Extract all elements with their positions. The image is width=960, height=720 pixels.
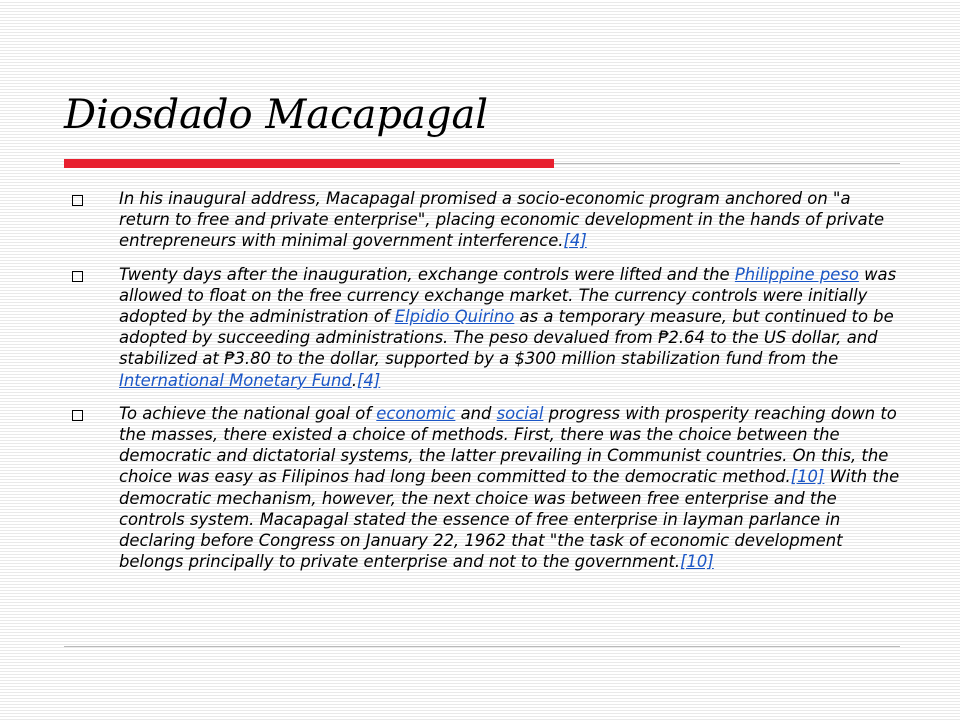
text-segment: as a temporary measure, but continued to be adopted by succeeding administrations. The peso devalued from ₱2.64 to the US dollar, and stabilized at ₱3.80 to the dollar, supported by a $300 million stabilization fund from the [119, 307, 894, 369]
text-segment: was allowed to float on the free currency exchange market. The currency controls were initially adopted by the administration of [119, 264, 897, 327]
citation-link-10[interactable]: [10] [680, 552, 714, 572]
link-elpidio-quirino[interactable]: Elpidio Quirino [394, 307, 515, 327]
citation-link-10[interactable]: [10] [790, 467, 825, 487]
bullet-item-inaugural-address [66, 188, 906, 252]
citation-link-4[interactable]: [4] [357, 370, 381, 390]
link-social[interactable]: social [496, 403, 544, 423]
bullet-text [119, 265, 896, 390]
bullet-item-exchange-controls [66, 264, 906, 391]
text-segment: Twenty days after the inauguration, exchange controls were lifted and the [119, 264, 735, 284]
slide-title: Diosdado Macapagal [64, 92, 489, 138]
bullet-text [119, 404, 899, 571]
text-segment: and [455, 403, 497, 423]
link-international-monetary-fund[interactable]: International Monetary Fund [119, 370, 352, 390]
citation-link-4[interactable]: [4] [563, 231, 587, 251]
title-underline-divider [554, 163, 900, 164]
footer-divider [64, 646, 900, 647]
text-segment: In his inaugural address, Macapagal promised a socio-economic program anchored on "a return to free and private enterprise", placing economic development in the hands of private entrepreneurs with minimal government interference. [119, 189, 885, 251]
title-underline-accent [64, 159, 554, 168]
text-segment: To achieve the national goal of [119, 403, 377, 423]
link-philippine-peso[interactable]: Philippine peso [734, 264, 859, 284]
text-segment: . [351, 370, 358, 390]
link-economic[interactable]: economic [376, 403, 456, 423]
text-segment: progress with prosperity reaching down to the masses, there existed a choice of methods. First, there was the choice between the democratic and dictatorial systems, the latter prevailing in Communist countries. On this, the choice was easy as Filipinos had long been committed to the democratic method. [119, 403, 897, 487]
text-segment: With the democratic mechanism, however, the next choice was between free enterprise and the controls system. Macapagal stated the essence of free enterprise in layman parlance in declaring before Congress on January 22, 1962 that "the task of economic development belongs principally to private enterprise and not to the government. [119, 467, 900, 572]
bullet-item-national-goal [66, 403, 906, 573]
square-bullet-icon [72, 410, 83, 421]
bullet-text [119, 189, 884, 250]
bullet-list [66, 188, 906, 584]
square-bullet-icon [72, 195, 83, 206]
square-bullet-icon [72, 271, 83, 282]
